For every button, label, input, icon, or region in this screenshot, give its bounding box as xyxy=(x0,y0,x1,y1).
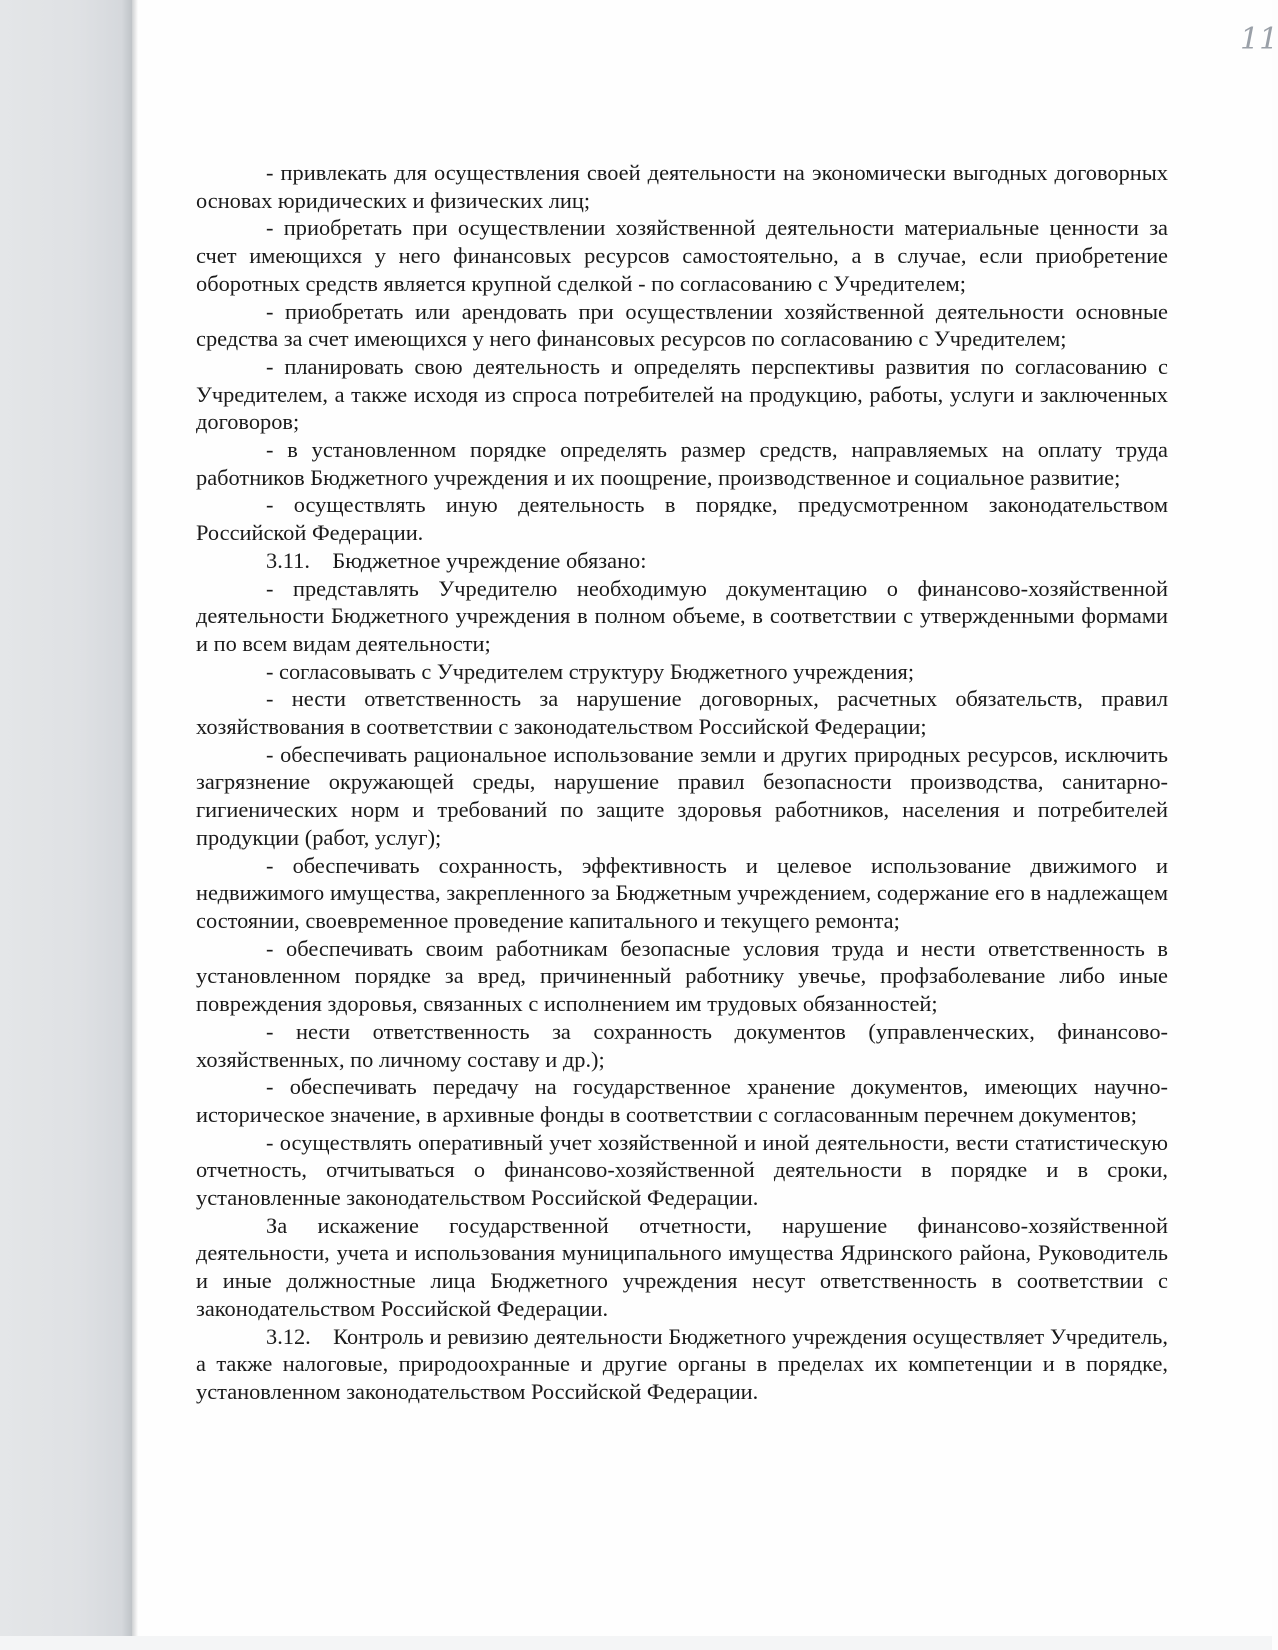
paragraph: - представлять Учредителю необходимую документацию о финансово-хозяйственной деятельности Бюджетного учреждения в полном объеме, в соответствии с утвержденными формами и по всем видам деятельности; xyxy=(196,575,1168,656)
paragraph: - нести ответственность за сохранность документов (управленческих, финансово-хозяйственных, по личному составу и др.); xyxy=(196,1018,1168,1072)
paragraph: - приобретать при осуществлении хозяйственной деятельности материальные ценности за счет имеющихся у него финансовых ресурсов самостоятельно, а в случае, если приобретение оборотных средств является крупной сделкой - по согласованию с Учредителем; xyxy=(196,215,1168,296)
paragraph: - привлекать для осуществления своей деятельности на экономически выгодных договорных основах юридических и физических лиц; xyxy=(196,160,1168,213)
section-heading-3-11: 3.11. Бюджетное учреждение обязано: xyxy=(266,547,647,573)
adjacent-page-edge xyxy=(0,0,132,1650)
paragraph: - осуществлять оперативный учет хозяйственной и иной деятельности, вести статистическую отчетность, отчитываться о финансово-хозяйственной деятельности в порядке и в сроки, установленные законодательством Российской Федерации. xyxy=(196,1129,1168,1211)
paragraph: - приобретать или арендовать при осуществлении хозяйственной деятельности основные средства за счет имеющихся у него финансовых ресурсов по согласованию с Учредителем; xyxy=(196,298,1168,352)
paragraph: - обеспечивать своим работникам безопасные условия труда и нести ответственность в установленном порядке за вред, причиненный работнику увечье, профзаболевание либо иные повреждения здоровья, связанных с исполнением им трудовых обязанностей; xyxy=(196,935,1168,1017)
paragraph: - обеспечивать рациональное использование земли и других природных ресурсов, исключить загрязнение окружающей среды, нарушение правил безопасности производства, санитарно-гигиенических норм и требований по защите здоровья работников, населения и потребителей продукции (работ, услуг); xyxy=(196,741,1168,850)
paragraph: - обеспечивать передачу на государственное хранение документов, имеющих научно-историческое значение, в архивные фонды в соответствии с согласованным перечнем документов; xyxy=(196,1074,1168,1127)
paragraph: - нести ответственность за нарушение договорных, расчетных обязательств, правил хозяйствования в соответствии с законодательством Российской Федерации; xyxy=(196,686,1168,740)
paragraph: - планировать свою деятельность и определять перспективы развития по согласованию с Учредителем, а также исходя из спроса потребителей на продукцию, работы, услуги и заключенных договоров; xyxy=(196,353,1168,435)
paragraph: За искажение государственной отчетности, нарушение финансово-хозяйственной деятельности, учета и использования муниципального имущества Ядринского района, Руководитель и иные должностные лица Бюджетного учреждения несут ответственность в соответствии с законодательством Российской Федерации. xyxy=(196,1212,1168,1321)
page-number: 11 xyxy=(1240,22,1278,57)
paragraph: - обеспечивать сохранность, эффективность и целевое использование движимого и недвижимого имущества, закрепленного за Бюджетным учреждением, содержание его в надлежащем состоянии, своевременное проведение капитального и текущего ремонта; xyxy=(196,852,1168,933)
section-3-12: 3.12. Контроль и ревизию деятельности Бюджетного учреждения осуществляет Учредитель, а также налоговые, природоохранные и другие органы в пределах их компетенции и в порядке, установленном законодательством Российской Федерации. xyxy=(196,1323,1168,1404)
scan-bottom-edge xyxy=(0,1636,1272,1650)
paragraph: - осуществлять иную деятельность в порядке, предусмотренном законодательством Российской Федерации. xyxy=(196,492,1168,546)
paragraph: - в установленном порядке определять размер средств, направляемых на оплату труда работников Бюджетного учреждения и их поощрение, производственное и социальное развитие; xyxy=(196,437,1168,490)
paragraph: - согласовывать с Учредителем структуру Бюджетного учреждения; xyxy=(266,658,915,684)
document-body xyxy=(196,159,1168,1406)
